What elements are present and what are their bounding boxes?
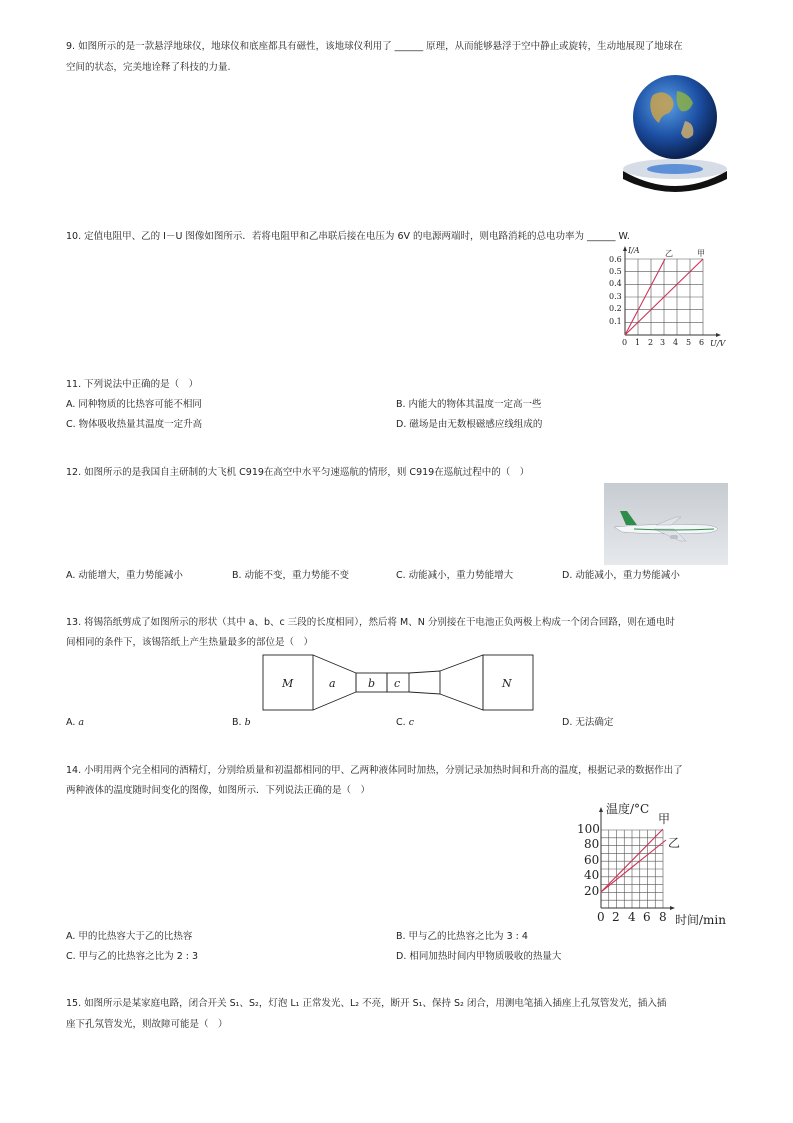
q11-option-c[interactable]: C. 物体吸收热量其温度一定升高: [66, 419, 203, 430]
q13-option-b-value: b: [244, 717, 251, 728]
q14-option-a[interactable]: A. 甲的比热容大于乙的比热容: [66, 931, 193, 942]
q10-ytick: 0.4: [609, 279, 622, 288]
q13-option-a-value: a: [78, 717, 85, 728]
q13-option-c-label: C.: [396, 717, 406, 728]
q14-xtick: 6: [643, 910, 651, 924]
q10-xtick: 5: [686, 338, 692, 347]
q14-xtick: 2: [612, 910, 620, 924]
q14-line1: 14. 小明用两个完全相同的酒精灯，分别给质量和初温都相同的甲、乙两种液体同时加热，分别记录加热时间和升高的温度，根据记录的数据作出了: [66, 765, 683, 776]
q14-ytick: 60: [584, 853, 600, 867]
q14-option-b[interactable]: B. 甲与乙的比热容之比为 3 : 4: [396, 931, 528, 942]
q13-option-c[interactable]: [396, 717, 414, 729]
levitating-globe-image: [615, 75, 735, 200]
q13-tinfoil-diagram: [262, 653, 536, 713]
q11-option-a[interactable]: A. 同种物质的比热容可能不相同: [66, 399, 202, 410]
q10-label-yi: 乙: [665, 249, 673, 258]
q14-ytick: 80: [584, 837, 600, 851]
q13-option-a-label: A.: [66, 717, 76, 728]
q10-ylabel: I/A: [628, 246, 640, 255]
q14-line2: 两种液体的温度随时间变化的图像，如图所示．下列说法正确的是（ ）: [66, 785, 371, 796]
q10-xtick: 1: [635, 338, 641, 347]
q12-option-b[interactable]: B. 动能不变，重力势能不变: [232, 570, 350, 581]
q13-label-a: a: [329, 677, 336, 690]
q10-iu-graph: [606, 245, 731, 350]
q14-line-yi: [601, 840, 666, 892]
q14-xtick: 8: [659, 910, 667, 924]
q15-line2: 座下孔氖管发光，则故障可能是（ ）: [66, 1019, 228, 1030]
q14-option-c[interactable]: C. 甲与乙的比热容之比为 2 : 3: [66, 951, 199, 962]
q10-ytick: 0.2: [609, 304, 622, 313]
q9-line1: 9. 如图所示的是一款悬浮地球仪，地球仪和底座都具有磁性，该地球仪利用了 ______ 原理，从而能够悬浮于空中静止或旋转，生动地展现了地球在: [66, 41, 683, 52]
q13-label-b: b: [368, 677, 376, 690]
q13-option-d[interactable]: D. 无法确定: [562, 717, 614, 728]
q10-ytick: 0.1: [609, 317, 622, 326]
q12-option-a[interactable]: A. 动能增大，重力势能减小: [66, 570, 183, 581]
q10-xtick: 0: [622, 338, 628, 347]
q13-label-c: c: [394, 677, 401, 690]
q14-xlabel: 时间/min: [675, 913, 726, 927]
q10-xtick: 2: [648, 338, 654, 347]
q14-option-d[interactable]: D. 相同加热时间内甲物质吸收的热量大: [396, 951, 562, 962]
q13-option-b-label: B.: [232, 717, 242, 728]
q15-line1: 15. 如图所示是某家庭电路，闭合开关 S₁、S₂，灯泡 L₁ 正常发光、L₂ 不亮，断开 S₁、保持 S₂ 闭合，用测电笔插入插座上孔氖管发光，插入插: [66, 998, 667, 1009]
q10-xtick: 4: [673, 338, 679, 347]
q14-temperature-graph: [572, 800, 732, 928]
q11-stem: 11. 下列说法中正确的是（ ）: [66, 379, 199, 390]
q13-option-a[interactable]: [66, 717, 84, 729]
q14-xtick: 4: [628, 910, 636, 924]
q13-line2: 间相同的条件下，该锡箔纸上产生热量最多的部位是（ ）: [66, 637, 314, 648]
q11-option-d[interactable]: D. 磁场是由无数根磁感应线组成的: [396, 419, 543, 430]
q13-line1: 13. 将锡箔纸剪成了如图所示的形状（其中 a、b、c 三段的长度相同），然后将 M、N 分别接在干电池正负两极上构成一个闭合回路，则在通电时: [66, 617, 675, 628]
q12-option-c[interactable]: C. 动能减小，重力势能增大: [396, 570, 514, 581]
q10-xtick: 3: [660, 338, 666, 347]
q10-xtick: 6: [699, 338, 705, 347]
c919-airplane-image: [604, 483, 728, 565]
q13-label-n: N: [502, 677, 512, 690]
q14-ylabel: 温度/°C: [606, 802, 650, 816]
q10-ytick: 0.6: [609, 255, 622, 264]
q13-option-b[interactable]: [232, 717, 251, 729]
q10-label-jia: 甲: [697, 249, 705, 258]
q13-option-c-value: c: [408, 717, 415, 728]
q10-ytick: 0.5: [609, 267, 622, 276]
q14-ytick: 20: [584, 884, 600, 898]
q10-text: 10. 定值电阻甲、乙的 I－U 图像如图所示．若将电阻甲和乙串联后接在电压为 6V 的电源两端时，则电路消耗的总电功率为 ______ W.: [66, 231, 630, 242]
q11-option-b[interactable]: B. 内能大的物体其温度一定高一些: [396, 399, 542, 410]
q10-xlabel: U/V: [710, 339, 726, 348]
q12-option-d[interactable]: D. 动能减小，重力势能减小: [562, 570, 680, 581]
q14-label-yi: 乙: [668, 836, 681, 850]
q14-ytick: 40: [584, 868, 600, 882]
q14-ytick: 100: [577, 822, 600, 836]
q13-label-m: M: [282, 677, 294, 690]
q12-stem: 12. 如图所示的是我国自主研制的大飞机 C919在高空中水平匀速巡航的情形，则 C919在巡航过程中的（ ）: [66, 467, 530, 478]
q14-label-jia: 甲: [658, 812, 671, 826]
q9-line2: 空间的状态，完美地诠释了科技的力量.: [66, 62, 231, 73]
q10-ytick: 0.3: [609, 292, 622, 301]
q14-xtick: 0: [597, 910, 605, 924]
